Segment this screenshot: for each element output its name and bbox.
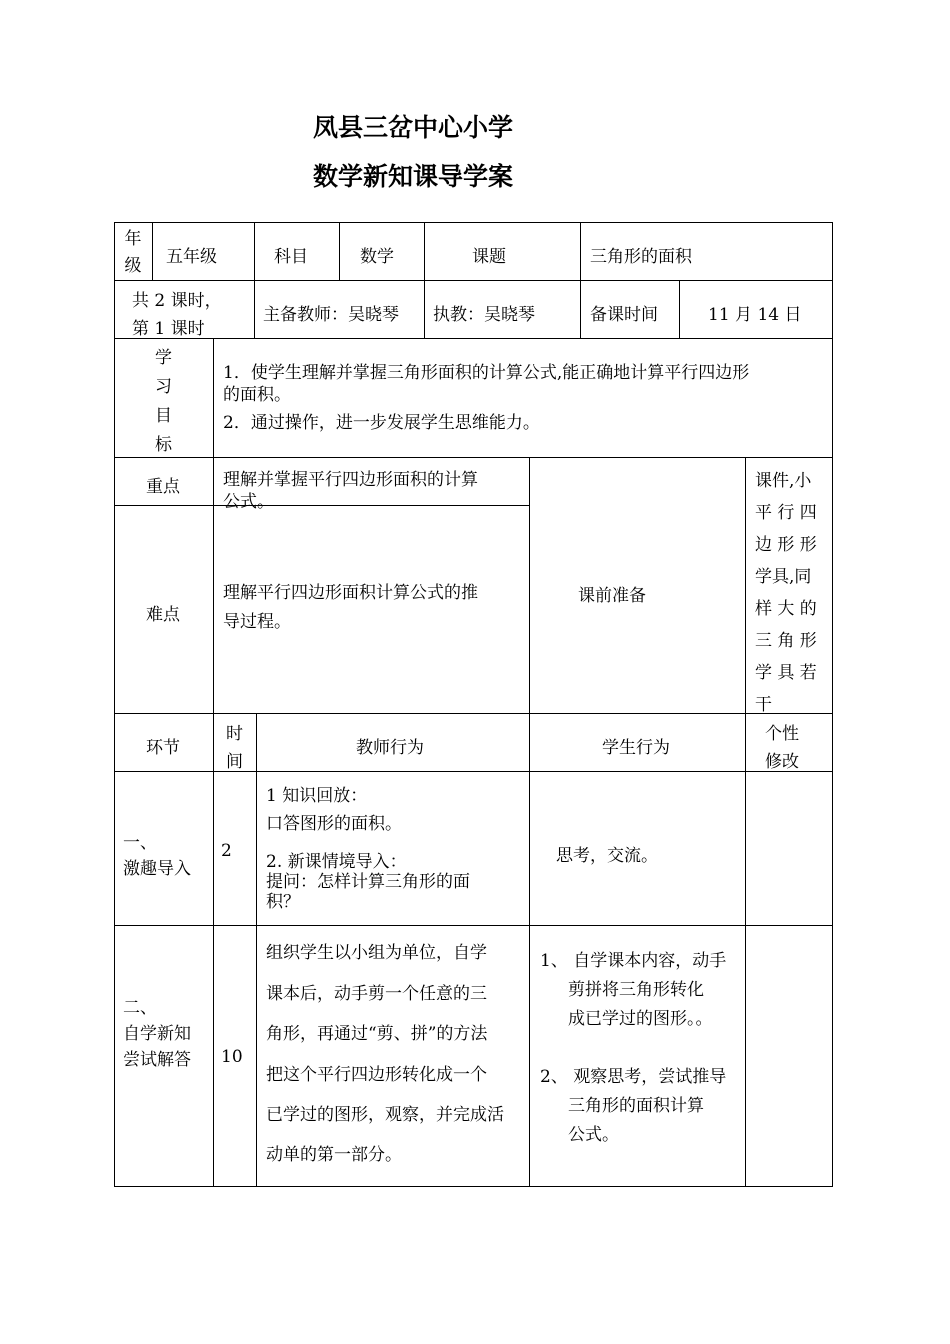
stage-2-student-2a: 2、 观察思考，尝试推导 (540, 1067, 727, 1087)
difficulty-label: 难点 (146, 605, 180, 625)
focus-line-1: 理解并掌握平行四边形面积的计算 (223, 470, 478, 490)
stage-1-teacher-5: 积？ (266, 892, 300, 912)
goals-label-char: 目 (155, 406, 172, 426)
prep-material-line: 学 具 若 (755, 663, 817, 683)
lessons-current: 第 1 课时 (132, 319, 205, 339)
topic-label: 课题 (472, 247, 506, 267)
lessons-total: 共 2 课时， (132, 291, 222, 311)
goal-1-line-1: 1．使学生理解并掌握三角形面积的计算公式,能正确地计算平行四边形 (223, 363, 750, 383)
stage-2-name-2: 尝试解答 (123, 1050, 191, 1070)
prep-material-line: 边 形 形 (755, 535, 817, 555)
stage-2-teacher-1: 组织学生以小组为单位，自学 (266, 943, 487, 963)
stage-1-number: 一、 (123, 833, 157, 853)
prep-material-line: 课件,小 (755, 471, 812, 491)
prep-material-line: 三 角 形 (755, 631, 817, 651)
grade-label: 年级 (124, 229, 142, 276)
custom-header-1: 个性 (765, 724, 799, 744)
time-header-2: 间 (226, 752, 243, 772)
prep-material-line: 干 (755, 695, 772, 715)
stage-2-teacher-3: 角形，再通过“剪、拼”的方法 (266, 1024, 488, 1044)
stage-2-student-2b: 三角形的面积计算 (568, 1096, 704, 1116)
exec-teacher: 执教：吴晓琴 (433, 305, 535, 325)
stage-header: 环节 (146, 738, 180, 758)
focus-line-2: 公式。 (223, 492, 274, 512)
stage-1-teacher-3: 2. 新课情境导入： (266, 852, 407, 872)
goal-1-line-2: 的面积。 (223, 385, 291, 405)
goals-label-char: 习 (155, 377, 172, 397)
goals-label (114, 344, 213, 460)
subject-label: 科目 (274, 247, 308, 267)
stage-1-teacher-1: 1 知识回放： (266, 786, 368, 806)
topic-value: 三角形的面积 (590, 247, 692, 267)
prep-material-line: 平 行 四 (755, 503, 817, 523)
time-header-1: 时 (226, 724, 243, 744)
teacher-header: 教师行为 (356, 738, 424, 758)
lead-teacher: 主备教师：吴晓琴 (263, 305, 399, 325)
custom-header-2: 修改 (765, 752, 799, 772)
grade-value: 五年级 (166, 247, 217, 267)
goals-label-char: 学 (155, 348, 172, 368)
stage-1-teacher-2: 口答图形的面积。 (266, 814, 402, 834)
stage-2-student-1c: 成已学过的图形。。 (568, 1009, 713, 1029)
stage-2-student-1a: 1、 自学课本内容，动手 (540, 951, 727, 971)
goals-label-char: 标 (155, 435, 172, 455)
stage-1-name: 激趣导入 (123, 859, 191, 879)
stage-2-teacher-2: 课本后，动手剪一个任意的三 (266, 984, 487, 1004)
difficulty-line-2: 导过程。 (223, 612, 291, 632)
stage-2-name-1: 自学新知 (123, 1024, 191, 1044)
prep-time-value: 11 月 14 日 (708, 305, 802, 325)
focus-label: 重点 (146, 477, 180, 497)
subject-value: 数学 (360, 247, 394, 267)
stage-1-teacher-4: 提问：怎样计算三角形的面 (266, 872, 470, 892)
stage-2-teacher-6: 动单的第一部分。 (266, 1145, 402, 1165)
goal-2: 2．通过操作，进一步发展学生思维能力。 (223, 413, 540, 433)
prep-material-line: 样 大 的 (755, 599, 817, 619)
stage-1-student: 思考，交流。 (556, 846, 658, 866)
student-header: 学生行为 (602, 738, 670, 758)
prep-time-label: 备课时间 (590, 305, 658, 325)
stage-1-time: 2 (221, 841, 232, 861)
prep-materials (755, 465, 825, 721)
prep-label: 课前准备 (578, 586, 646, 606)
difficulty-line-1: 理解平行四边形面积计算公式的推 (223, 583, 478, 603)
stage-2-teacher-4: 把这个平行四边形转化成一个 (266, 1065, 487, 1085)
stage-2-student-2c: 公式。 (568, 1125, 619, 1145)
stage-2-teacher-5: 已学过的图形，观察，并完成活 (266, 1105, 504, 1125)
prep-material-line: 学具,同 (755, 567, 812, 587)
stage-2-time: 10 (221, 1047, 243, 1067)
stage-2-number: 二、 (123, 998, 157, 1018)
stage-2-student-1b: 剪拼将三角形转化 (568, 980, 704, 1000)
